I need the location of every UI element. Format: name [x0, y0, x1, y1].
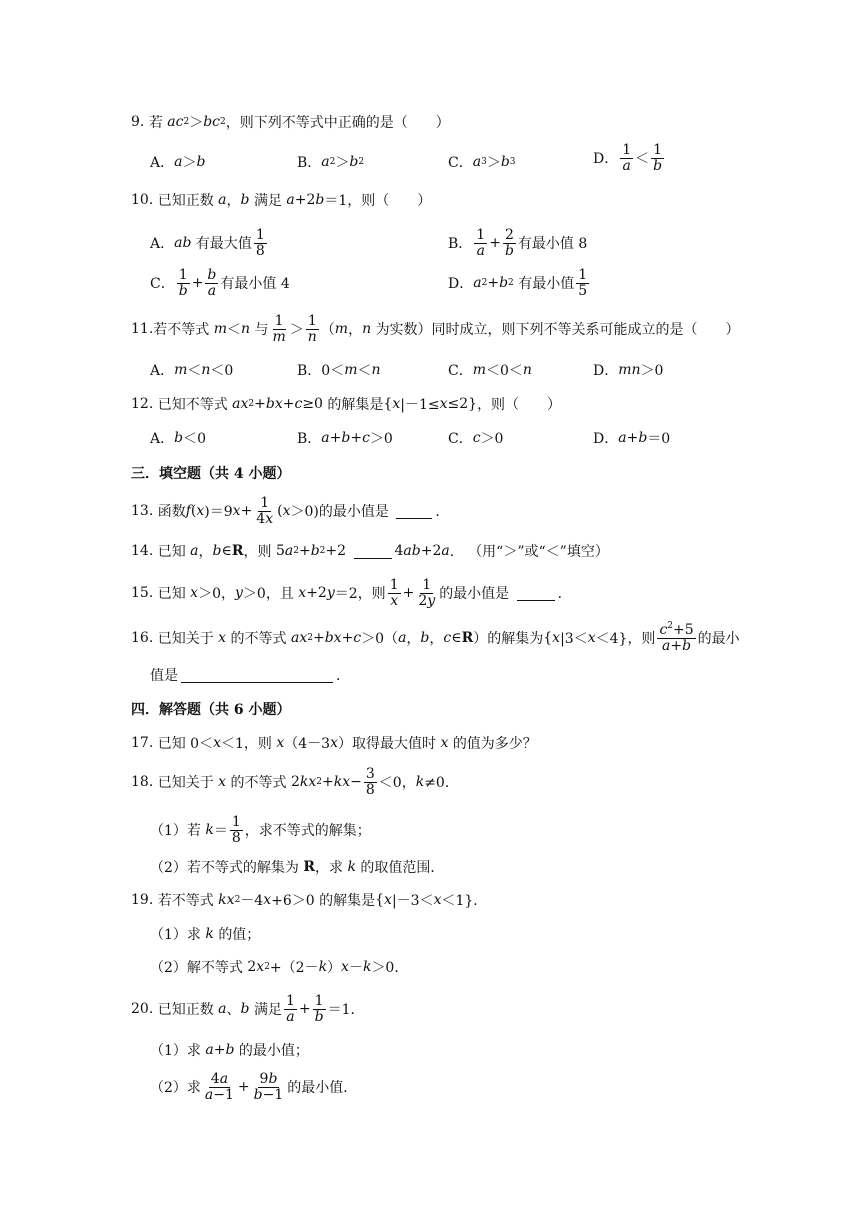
question-number: 11. [131, 321, 154, 338]
q9-text-b: ，则下列不等式中正确的是（ ） [225, 115, 450, 131]
q10-a-text: 有最大值 [195, 236, 252, 253]
q12-text: 已知不等式 [157, 397, 228, 413]
q16-line2-text: 值是 [150, 668, 178, 684]
q19-stem: 19. 若不等式 kx 2 －4 x +6＞0 的解集是 { x |－3＜ x ＜1}． [131, 892, 488, 909]
q11-text: 若不等式 [153, 322, 210, 339]
q18-p2-text-b: ，求 [315, 860, 344, 876]
q12-option-c[interactable]: C． c ＞0 [448, 430, 504, 447]
question-number: 13. [131, 503, 154, 520]
q10-option-a[interactable]: A． ab 有最大值 $\frac{1}{8}$ [150, 227, 265, 259]
q11-text-c: （ [320, 322, 335, 339]
q9-option-b[interactable]: B． a 2 ＞ b 2 [297, 154, 365, 171]
q19-p1-text: （1）求 [150, 927, 201, 943]
q11-option-c[interactable]: C． m ＜0＜ n [448, 362, 532, 379]
q18-part2: （2）若不等式的解集为 R ，求 k 的取值范围． [150, 859, 445, 876]
question-number: 10. [131, 192, 154, 208]
q17-text: 已知 [157, 736, 186, 752]
q10-d-text: 有最小值 [518, 276, 575, 293]
q14-text-b: ，则 [243, 544, 272, 560]
q18-p2-text: （2）若不等式的解集为 [150, 860, 299, 876]
q18-p1-text: （1）若 [150, 823, 201, 840]
option-label: C． [448, 155, 473, 171]
question-number: 20. [131, 1001, 154, 1018]
question-number: 14. [131, 543, 154, 559]
q11-stem: 11. 若不等式 m ＜ n 与 $\frac{1}{m}$ ＞ $\frac{1}{n}$ （ m ， n 为实数）同时成立，则下列不等关系可能成立的是（ ） [131, 313, 740, 345]
q14-text-c: （用“＞”或“＜”填空） [468, 544, 609, 560]
q17-stem: 17. 已知 0＜ x ＜1 ，则 x （4－3 x ） 取得最大值时 x 的值为多少？ [131, 735, 537, 752]
question-number: 12. [131, 396, 154, 412]
answer-blank[interactable] [354, 544, 392, 559]
q12-option-b[interactable]: B． a + b + c ＞0 [297, 430, 393, 447]
option-label: D． [593, 151, 619, 168]
q11-text-b: 与 [254, 322, 269, 339]
question-number: 15. [131, 585, 154, 602]
q20-p2-text-b: 的最小值． [287, 1080, 358, 1097]
question-number: 16. [131, 630, 154, 647]
answer-blank[interactable] [396, 504, 432, 519]
q10-text-c: ，则（ ） [347, 193, 432, 209]
q10-b-text: 有最小值 8 [517, 236, 588, 253]
q10-text-b: 满足 [253, 193, 282, 209]
q16-line2: 值是 ． [150, 665, 350, 685]
q10-option-c[interactable]: C． $\frac{1}{b}$ + $\frac{b}{a}$ 有最小值 4 [150, 267, 290, 299]
q18-p1-text-b: ，求不等式的解集； [244, 823, 371, 840]
q19-part2: （2）解不等式 2 x 2 +（2－ k ） x － k ＞0． [150, 959, 409, 976]
answer-blank[interactable] [181, 668, 333, 683]
q14-stem: 14. 已知 a ， b ∈ R ，则 5 a 2 + b 2 +2 4 ab +2 a ． （用“＞”或“＜”填空） [131, 543, 609, 560]
q18-part1: （1）若 k ＝ $\frac{1}{8}$ ，求不等式的解集； [150, 814, 371, 846]
q9-option-c[interactable]: C． a 3 ＞ b 3 [448, 154, 516, 171]
q16-text-e: 的最小 [697, 631, 740, 648]
q10-option-b[interactable]: B． $\frac{1}{a}$ + $\frac{2}{b}$ 有最小值 8 [448, 227, 588, 259]
q9-stem: 9. 若 ac 2 ＞ bc 2 ，则下列不等式中正确的是（ ） [131, 114, 450, 131]
question-number: 18. [131, 774, 154, 791]
q18-stem: 18. 已知关于 x 的不等式 2 kx 2 + kx − $\frac{3}{8}$ ＜0， k ≠0． [131, 766, 459, 798]
q18-text: 已知关于 [157, 775, 214, 792]
q14-text: 已知 [157, 544, 186, 560]
q10-stem: 10. 已知正数 a ， b 满足 a +2 b ＝1 ，则（ ） [131, 192, 432, 209]
q20-part1: （1）求 a + b 的最小值； [150, 1042, 309, 1059]
q17-text-b: ，则 [243, 736, 272, 752]
q9-option-a[interactable]: A． a ＞ b [150, 154, 206, 171]
section-4-heading: 四．解答题（共 6 小题） [131, 702, 291, 718]
section-3-heading: 三．填空题（共 4 小题） [131, 466, 291, 482]
q12-option-d[interactable]: D． a + b ＝0 [593, 430, 671, 447]
q13-text-b: 的最小值是 [318, 504, 389, 521]
q20-p2-text: （2）求 [150, 1080, 201, 1097]
q16-text-b: 的不等式 [230, 631, 287, 648]
q16-text-c: 的解集为 [487, 631, 544, 648]
q15-text-c: ，则 [357, 586, 386, 603]
q19-text: 若不等式 [157, 893, 214, 909]
q17-text-d: 的值为多少？ [452, 736, 537, 752]
answer-blank[interactable] [517, 586, 555, 601]
q20-text: 已知正数 [157, 1002, 214, 1019]
option-label: A． [150, 155, 175, 171]
q19-p2-text: （2）解不等式 [150, 960, 243, 976]
q19-p1-text-b: 的值； [218, 927, 261, 943]
question-number: 17. [131, 735, 154, 751]
q10-option-d[interactable]: D． a 2 + b 2 有最小值 $\frac{1}{5}$ [448, 267, 588, 299]
q12-text-b: 的解集是 [327, 397, 384, 413]
q20-p1-text-b: 的最小值； [238, 1043, 309, 1059]
q20-stem: 20. 已知正数 a 、 b 满足 $\frac{1}{a}$ + $\frac{1}{b}$ ＝1． [131, 993, 365, 1025]
q12-stem: 12. 已知不等式 ax 2 + bx + c ≥0 的解集是 { x |－1≤ x ≤2} ，则（ ） [131, 396, 562, 413]
q12-option-a[interactable]: A． b ＜0 [150, 430, 207, 447]
q17-text-c: 取得最大值时 [352, 736, 436, 752]
option-label: B． [297, 155, 322, 171]
q20-text-b: 满足 [253, 1002, 282, 1019]
q15-text: 已知 [157, 586, 186, 603]
question-number: 9. [131, 114, 145, 130]
q15-stem: 15. 已知 x ＞0， y ＞0 ，且 x +2 y ＝2 ，则 $\frac{1}{x}$ + $\frac{1}{2y}$ 的最小值是 ． [131, 577, 572, 609]
q18-text-b: 的不等式 [230, 775, 287, 792]
q9-text: 若 [148, 115, 163, 131]
question-number: 19. [131, 892, 154, 908]
q15-text-d: 的最小值是 [439, 586, 510, 603]
q10-text: 已知正数 [157, 193, 214, 209]
q18-p2-text-c: 的取值范围． [360, 860, 445, 876]
q9-option-d[interactable]: D． $\frac{1}{a}$ ＜ $\frac{1}{b}$ [593, 142, 663, 174]
q20-p1-text: （1）求 [150, 1043, 201, 1059]
q13-text: 函数 [157, 504, 186, 521]
q13-stem: 13. 函数 f ( x )＝9 x + $\frac{1}{4x}$ ( x ＞0) 的最小值是 ． [131, 495, 450, 527]
q16-text: 已知关于 [157, 631, 214, 648]
q11-option-b[interactable]: B．0＜ m ＜ n [297, 362, 381, 379]
q20-part2: （2）求 $\frac{4a}{a-1}$ + $\frac{9b}{b-1}$ 的最小值． [150, 1071, 358, 1103]
q11-option-d[interactable]: D． mn ＞0 [593, 362, 664, 379]
q11-text-d: 为实数）同时成立，则下列不等关系可能成立的是（ ） [375, 322, 740, 339]
q12-text-c: ，则（ ） [477, 397, 562, 413]
q15-text-b: ，且 [265, 586, 294, 603]
q16-stem: 16. 已知关于 x 的不等式 ax 2 + bx + c ＞0（ a ， b ， c ∈ R ） 的解集为 { x |3＜ x ＜4} ，则 $\frac{c^2+5}{a+b}$ 的最小 [131, 621, 740, 654]
q11-option-a[interactable]: A． m ＜ n ＜0 [150, 362, 234, 379]
q16-text-d: ，则 [627, 631, 656, 648]
q19-text-b: 的解集是 [319, 893, 376, 909]
q19-part1: （1）求 k 的值； [150, 926, 261, 943]
q10-c-text: 有最小值 4 [220, 276, 290, 293]
